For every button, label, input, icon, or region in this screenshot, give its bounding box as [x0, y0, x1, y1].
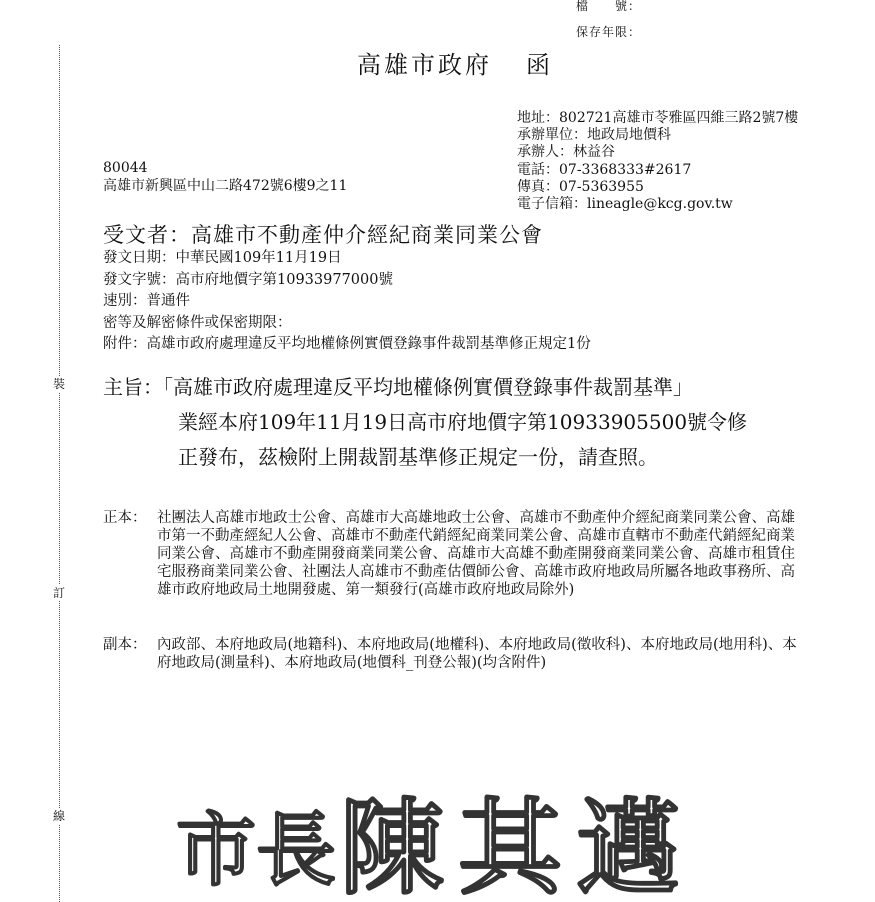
copy-recipients-block [103, 636, 807, 672]
main-recipients-text: 社團法人高雄市地政士公會、高雄市大高雄地政士公會、高雄市不動產仲介經紀商業同業公會、高雄市第一不動產經紀人公會、高雄市不動產代銷經紀商業同業公會、高雄市直轄市不動產代銷經紀商業同業公會、高雄市不動產開發商業同業公會、高雄市大高雄不動產開發商業同業公會、高雄市租賃住宅服務商業同業公會、社團法人高雄市不動產估價師公會、高雄市政府地政局所屬各地政事務所、高雄市政府地政局土地開發處、第一類發行(高雄市政府地政局除外) [157, 510, 795, 599]
binding-dotted-line [59, 45, 60, 902]
document-type: 函 [526, 51, 553, 79]
secrecy-level: 密等及解密條件或保密期限： [103, 314, 292, 331]
copy-recipients-text: 內政部、本府地政局(地籍科)、本府地政局(地權科)、本府地政局(徵收科)、本府地政局(地用科)、本府地政局(測量科)、本府地政局(地價科_刊登公報)(均含附件) [157, 637, 797, 672]
binding-mark-zhuang: 裝 [53, 377, 66, 391]
subject-line-3: 正發布，茲檢附上開裁罰基準修正規定一份，請查照。 [178, 445, 658, 469]
signature-name-text: 陳其邁 [340, 786, 695, 902]
sender-phone: 電話：07-3368333#2617 [517, 161, 692, 178]
recipient-address: 高雄市新興區中山二路472號6樓9之11 [103, 177, 348, 194]
document-meta [103, 248, 591, 356]
attachment-line: 附件：高雄市政府處理違反平均地權條例實價登錄事件裁罰基準修正規定1份 [103, 336, 591, 352]
subject-block [103, 370, 747, 475]
recipient-line: 受文者：高雄市不動產仲介經紀商業同業公會 [103, 223, 543, 247]
retention-period-label: 保存年限： [576, 25, 642, 39]
binding-mark-ding: 訂 [53, 586, 66, 600]
main-recipients-label: 正本： [103, 510, 147, 526]
recipient-postal-block [103, 160, 347, 195]
subject-line-2: 業經本府109年11月19日高市府地價字第10933905500號令修 [178, 410, 748, 434]
document-title [357, 45, 553, 80]
copy-recipients-label: 副本： [103, 637, 147, 653]
speed-class: 速別：普通件 [103, 293, 190, 309]
signature-graphic [170, 780, 700, 902]
main-recipients-block [103, 509, 807, 599]
file-number-label: 檔 號： [576, 0, 642, 13]
sender-handler: 承辦人：林益谷 [517, 144, 615, 161]
sender-contact-block [517, 110, 798, 213]
sender-address: 地址：802721高雄市苓雅區四維三路2號7樓 [517, 110, 799, 126]
issue-number: 發文字號：高市府地價字第10933977000號 [103, 271, 393, 288]
sender-unit: 承辦單位：地政局地價科 [517, 127, 671, 144]
sender-email: 電子信箱：lineagle@kcg.gov.tw [517, 196, 733, 213]
issue-date: 發文日期：中華民國109年11月19日 [103, 250, 342, 266]
mayor-signature [170, 780, 700, 902]
issuer-name: 高雄市政府 [357, 51, 492, 79]
subject-line-1: 「高雄市政府處理違反平均地權條例實價登錄事件裁罰基準」 [163, 375, 693, 399]
signature-title-text: 市長 [176, 803, 336, 897]
binding-mark-xian: 線 [53, 809, 66, 823]
recipient-postcode: 80044 [103, 160, 148, 176]
sender-fax: 傳真：07-5363955 [517, 178, 644, 195]
subject-label: 主旨： [103, 375, 163, 399]
